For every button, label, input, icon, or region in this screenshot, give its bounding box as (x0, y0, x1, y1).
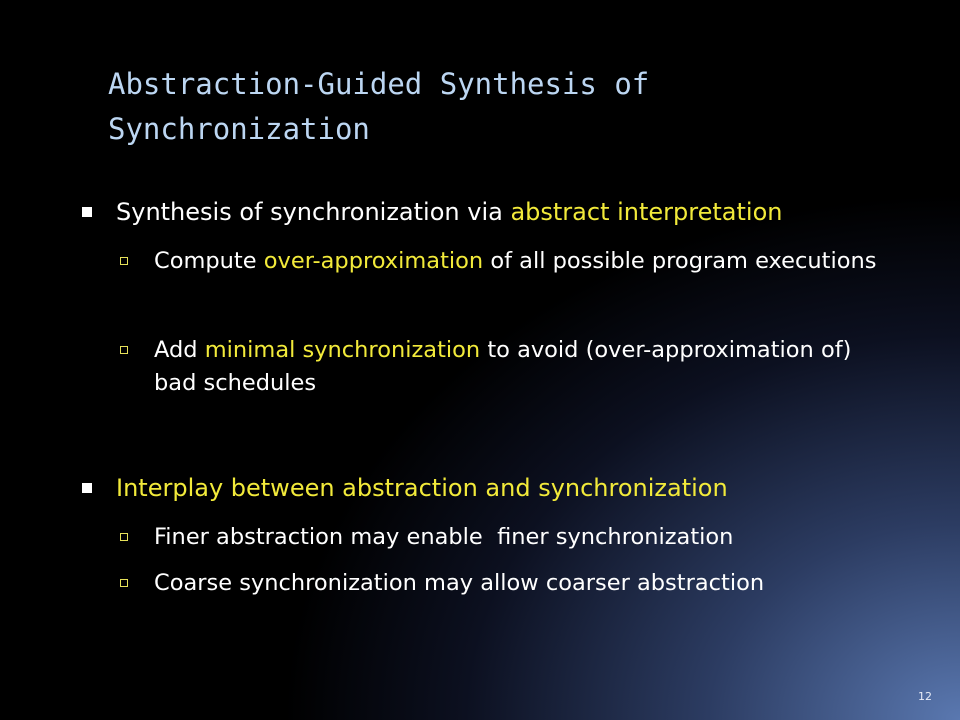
sub-bullet-item (120, 245, 900, 278)
sub-bullet-text: Add minimal synchronization to avoid (over-approximation of) bad schedules (154, 337, 852, 396)
square-bullet-icon (82, 207, 92, 217)
hollow-square-bullet-icon (120, 257, 128, 265)
slide-title: Abstraction-Guided Synthesis of Synchronization (108, 67, 650, 146)
sub-bullet-item (120, 521, 900, 554)
bullet-item (82, 472, 922, 505)
square-bullet-icon (82, 483, 92, 493)
hollow-square-bullet-icon (120, 533, 128, 541)
sub-bullet-item (120, 334, 900, 400)
hollow-square-bullet-icon (120, 579, 128, 587)
sub-bullet-text: Finer abstraction may enable finer synchronization (154, 524, 734, 550)
sub-bullet-item (120, 567, 900, 600)
bullet-text: Synthesis of synchronization via abstract interpretation (116, 198, 783, 226)
page-number: 12 (918, 690, 932, 703)
bullet-item (82, 196, 922, 229)
bullet-text: Interplay between abstraction and synchronization (116, 474, 728, 502)
sub-bullet-text: Coarse synchronization may allow coarser abstraction (154, 570, 765, 596)
hollow-square-bullet-icon (120, 346, 128, 354)
sub-bullet-text: Compute over-approximation of all possible program executions (154, 248, 877, 274)
